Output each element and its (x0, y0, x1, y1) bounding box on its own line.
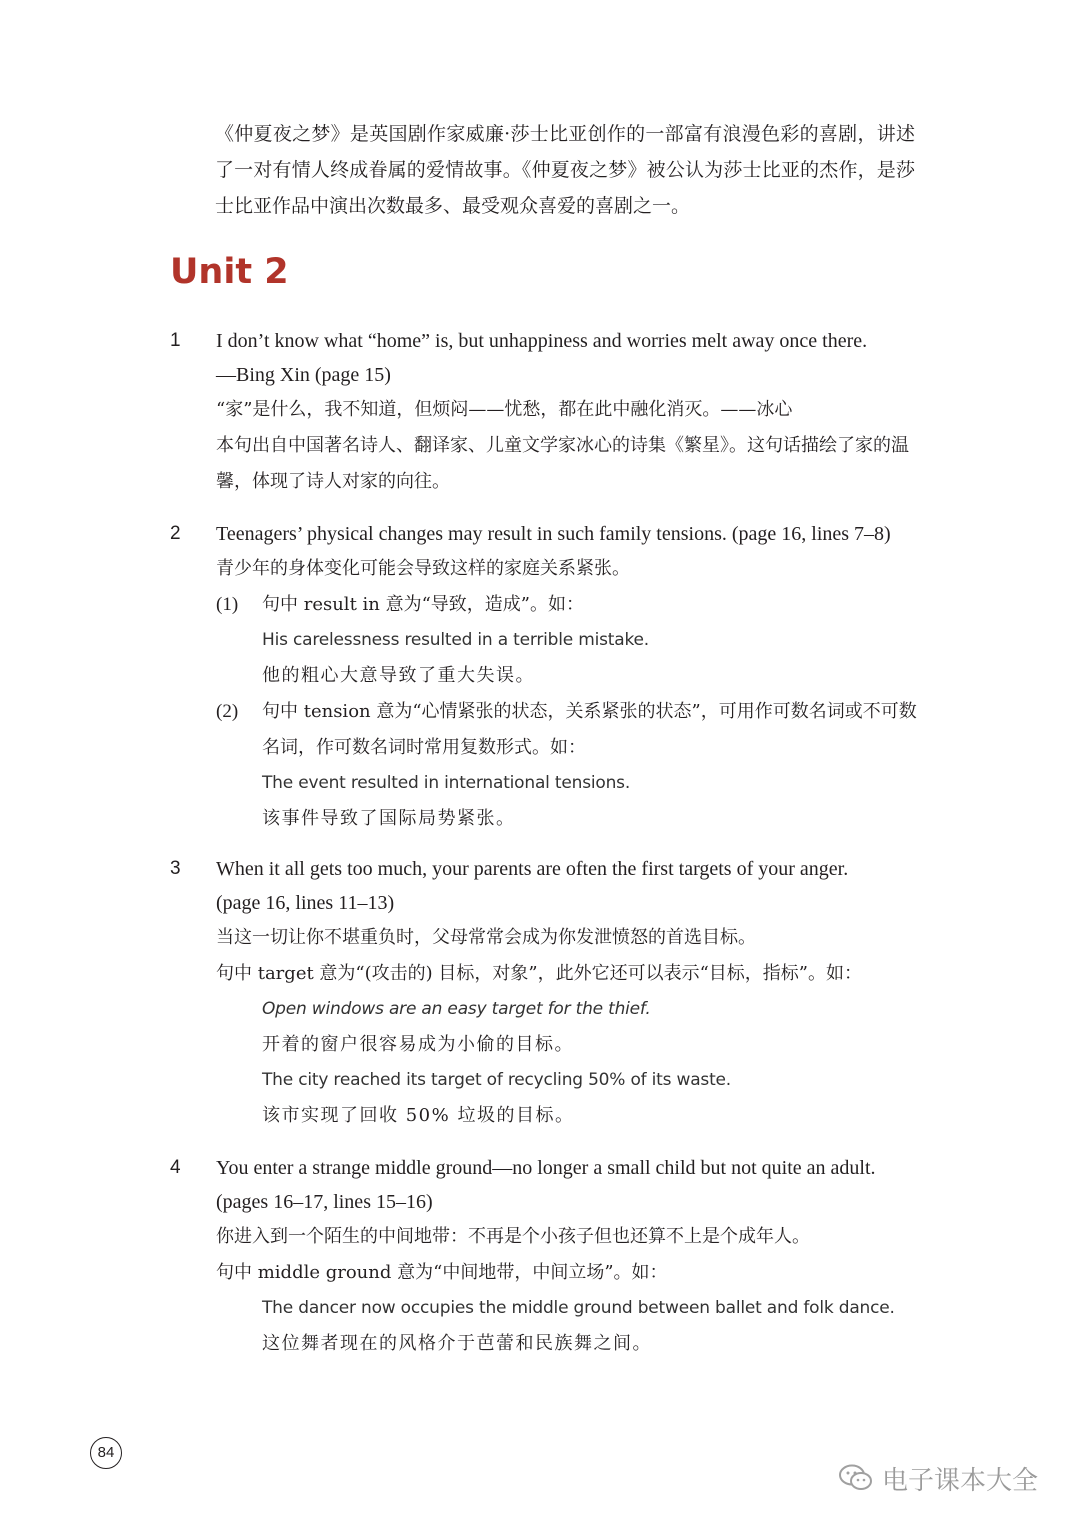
example-chinese: 该市实现了回收 50% 垃圾的目标。 (262, 1105, 575, 1126)
watermark (838, 1458, 1038, 1498)
example-chinese: 这位舞者现在的风格介于芭蕾和民族舞之间。 (262, 1333, 652, 1354)
sentence-chinese: 青少年的身体变化可能会导致这样的家庭关系紧张。 (216, 558, 630, 579)
example-chinese: 该事件导致了国际局势紧张。 (262, 808, 516, 829)
sub-note-1 (216, 587, 930, 694)
example-chinese: 开着的窗户很容易成为小偷的目标。 (262, 1034, 574, 1055)
note-item-3 (170, 852, 930, 1134)
note-item-2 (170, 517, 930, 837)
sentence-source: (page 16, lines 11–13) (216, 892, 395, 914)
sub-number: (1) (216, 594, 239, 615)
item-number: 2 (170, 523, 181, 544)
intro-paragraph: 《仲夏夜之梦》是英国剧作家威廉·莎士比亚创作的一部富有浪漫色彩的喜剧，讲述了一对有情人终成眷属的爱情故事。《仲夏夜之梦》被公认为莎士比亚的杰作，是莎士比亚作品中演出次数最多、最受观众喜爱的喜剧之一。 (215, 123, 915, 217)
sentence-chinese: 当这一切让你不堪重负时，父母常常会成为你发泄愤怒的首选目标。 (216, 927, 756, 948)
sub-explanation: 句中 tension 意为“心情紧张的状态，关系紧张的状态”，可用作可数名词或不可数名词，作可数名词时常用复数形式。如： (262, 701, 917, 758)
sub-explanation: 句中 result in 意为“导致，造成”。如： (262, 594, 584, 615)
item-number: 1 (170, 330, 181, 351)
item-number: 3 (170, 858, 181, 879)
note-explanation: 句中 middle ground 意为“中间地带，中间立场”。如： (216, 1262, 668, 1283)
unit-title: Unit 2 (170, 252, 289, 292)
example-english: The event resulted in international tensions. (262, 773, 631, 793)
example-english: The dancer now occupies the middle ground between ballet and folk dance. (262, 1298, 895, 1318)
page-number: 84 (90, 1437, 122, 1469)
example-english: The city reached its target of recycling 50% of its waste. (262, 1070, 731, 1090)
sub-note-2 (216, 694, 930, 837)
quote-english: I don’t know what “home” is, but unhappiness and worries melt away once there. (216, 330, 868, 352)
example-english: Open windows are an easy target for the thief. (262, 999, 651, 1019)
watermark-text: 电子课本大全 (882, 1465, 1039, 1496)
sentence-source: (pages 16–17, lines 15–16) (216, 1191, 433, 1213)
sentence-english: You enter a strange middle ground—no longer a small child but not quite an adult. (216, 1157, 876, 1179)
note-explanation: 本句出自中国著名诗人、翻译家、儿童文学家冰心的诗集《繁星》。这句话描绘了家的温馨，体现了诗人对家的向往。 (216, 435, 909, 492)
item-number: 4 (170, 1157, 181, 1178)
quote-source: —Bing Xin (page 15) (216, 364, 391, 386)
note-item-4 (170, 1151, 930, 1362)
example-english: His carelessness resulted in a terrible mistake. (262, 630, 649, 650)
sub-number: (2) (216, 701, 239, 722)
example-chinese: 他的粗心大意导致了重大失误。 (262, 665, 535, 686)
note-item-1 (170, 324, 930, 500)
sentence-chinese: 你进入到一个陌生的中间地带：不再是个小孩子但也还算不上是个成年人。 (216, 1226, 810, 1247)
sentence-english: Teenagers’ physical changes may result in such family tensions. (page 16, lines 7–8) (216, 523, 891, 545)
quote-chinese: “家”是什么，我不知道，但烦闷——忧愁，都在此中融化消灭。——冰心 (216, 399, 793, 420)
note-explanation: 句中 target 意为“(攻击的) 目标，对象”，此外它还可以表示“目标，指标”。如： (216, 963, 862, 984)
wechat-icon (838, 1463, 874, 1493)
sentence-english: When it all gets too much, your parents are often the first targets of your anger. (216, 858, 849, 880)
